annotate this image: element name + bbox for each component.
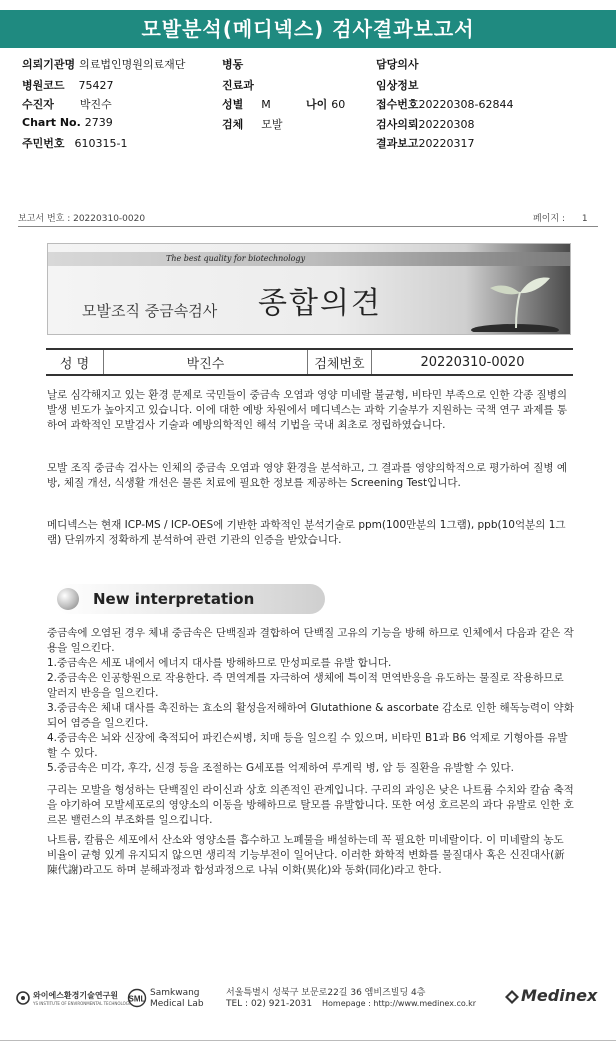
specimen-row	[222, 116, 283, 132]
page-label: 페이지 :	[533, 214, 565, 224]
divider	[18, 226, 598, 227]
chart-value: 2739	[84, 116, 113, 129]
chart-label: Chart No.	[22, 116, 81, 129]
interpretation-line: 중금속에 오염된 경우 체내 중금속은 단백질과 결합하여 단백질 고유의 기능을 방해 하므로 인체에서 다음과 같은 작용을 일으킨다.	[47, 627, 574, 654]
sex-value: M	[261, 98, 271, 111]
footer-divider	[0, 1040, 616, 1041]
org-row	[22, 56, 185, 72]
interpretation-line: 4.중금속은 뇌와 신장에 축적되어 파킨슨씨병, 치매 등을 일으킬 수 있으며, 비타민 B1과 B6 억제로 기형아를 유발할 수 있다.	[47, 732, 568, 759]
new-interpretation-header	[55, 584, 325, 614]
sex-label: 성별	[222, 98, 244, 111]
hospital-code-value: 75427	[78, 79, 114, 92]
svg-text:SML: SML	[128, 994, 146, 1004]
patient-name-table	[46, 348, 573, 376]
intro-paragraph-3: 메디넥스는 현재 ICP-MS / ICP-OES에 기반한 과학적인 분석기술로 ppm(100만분의 1그램), ppb(10억분의 1그램) 단위까지 정확하게 분석하여 관련 기관의 인증을 받았습니다.	[47, 519, 566, 546]
telephone: TEL : 02) 921-2031	[226, 999, 313, 1009]
name-label-cell	[46, 350, 104, 374]
resident-value: 610315-1	[74, 137, 128, 150]
hospital-code-row	[22, 77, 114, 93]
banner-title: 종합의견	[258, 286, 382, 321]
sex-row	[222, 96, 271, 112]
bullet-ball-icon	[57, 588, 79, 610]
interpretation-list	[47, 626, 575, 776]
org-value: 의료법인명원의료재단	[79, 58, 186, 71]
samkwang-name: Samkwang	[150, 988, 200, 998]
examinee-row	[22, 96, 112, 112]
summary-banner	[47, 243, 571, 335]
resident-label: 주민번호	[22, 137, 65, 150]
page-indicator	[533, 211, 588, 224]
dept-label: 진료과	[222, 79, 254, 92]
receipt-row	[376, 96, 513, 112]
report-title: 모발분석(메디넥스) 검사결과보고서	[141, 17, 475, 41]
ward-label: 병동	[222, 58, 244, 71]
result-label: 결과보고	[376, 137, 419, 150]
specimen-label: 검체	[222, 118, 244, 131]
interpretation-line: 5.중금속은 미각, 후각, 신경 등을 조절하는 G세포를 억제하여 루게릭 병, 암 등 질환을 유발할 수 있다.	[47, 762, 515, 774]
hospital-code-label: 병원코드	[22, 79, 65, 92]
sprout-icon	[470, 266, 560, 332]
specimen-value: 모발	[261, 118, 283, 131]
interpretation-line: 2.중금속은 인공항원으로 작용한다. 즉 면역계를 자극하여 생체에 특이적 면역반응을 유도하는 물질로 작용하므로 알러지 반응을 일으킨다.	[47, 672, 564, 699]
ys-org-name: 와이에스환경기술연구원	[33, 991, 119, 1000]
address: 서울특별시 성북구 보문로22길 36 엠비즈빌딩 4층	[226, 988, 426, 998]
dept-row	[222, 77, 258, 93]
banner-tagline: The best quality for biotechnology	[166, 254, 306, 263]
result-value: 20220317	[418, 137, 475, 150]
samkwang-sub: Medical Lab	[150, 999, 204, 1009]
banner-subtitle: 모발조직 중금속검사	[82, 302, 218, 320]
age-value: 60	[331, 98, 346, 111]
report-title-bar	[0, 10, 616, 48]
examinee-value: 박진수	[79, 98, 112, 111]
intro-paragraph-1: 날로 심각해지고 있는 환경 문제로 국민들이 중금속 오염과 영양 미네랄 불균형, 비타민 부족으로 인한 각종 질병의 발생 빈도가 높아지고 있습니다. 이에 대한 예방 차원에서 메디넥스는 과학 기술부가 지원하는 국책 연구 과제를 통하여 과학적인 모발검사 기술과 예방의학적인 해석 기법을 국내 최초로 정립하였습니다.	[47, 389, 567, 431]
name-value: 박진수	[186, 356, 225, 372]
receipt-label: 접수번호	[376, 98, 419, 111]
specimen-no-label-cell	[308, 350, 372, 374]
report-number-label: 보고서 번호 :	[18, 214, 71, 224]
result-row	[376, 135, 475, 151]
org-label: 의뢰기관명	[22, 58, 76, 71]
interpretation-line: 1.중금속은 세포 내에서 에너지 대사를 방해하므로 만성피로를 유발 합니다.	[47, 657, 392, 669]
ys-org-sub: YS INSTITUTE OF ENVIRONMENTAL TECHNOLOGY	[33, 1001, 132, 1006]
age-row	[306, 96, 345, 112]
report-number	[18, 211, 145, 224]
name-value-cell	[104, 350, 308, 374]
interpretation-line: 3.중금속은 체내 대사를 촉진하는 효소의 활성을저해하여 Glutathione & ascorbate 감소로 인한 해독능력이 약화되어 염증을 일으킨다.	[47, 702, 574, 729]
homepage: Homepage : http://www.medinex.co.kr	[322, 999, 477, 1008]
copper-paragraph: 구리는 모발을 형성하는 단백질인 라이신과 상호 의존적인 관계입니다. 구리의 과잉은 낮은 나트륨 수치와 칼슘 축적을 야기하여 모발세포로의 영양소의 이동을 방해하므로 탈모를 유발합니다. 또한 여성 호르몬의 과다 유발로 인한 호르몬 밸런스의 부조화를 일으킵니다.	[47, 784, 574, 826]
request-row	[376, 116, 475, 132]
doctor-label: 담당의사	[376, 58, 419, 71]
specimen-no-value-cell	[372, 350, 573, 374]
request-value: 20220308	[418, 118, 475, 131]
intro-paragraph-2: 모발 조직 중금속 검사는 인체의 중금속 오염과 영양 환경을 분석하고, 그 결과를 영양의학적으로 평가하여 질병 예방, 체질 개선, 식생활 개선은 물론 치료에 필요한 정보를 제공하는 Screening Test입니다.	[47, 462, 567, 489]
age-label: 나이	[306, 98, 328, 111]
chart-row	[22, 116, 113, 129]
samkwang-logo-icon	[127, 988, 147, 1008]
specimen-no-label: 검체번호	[314, 356, 365, 372]
ward-row	[222, 56, 247, 72]
clinical-label: 임상정보	[376, 79, 419, 92]
new-interpretation-heading: New interpretation	[93, 590, 255, 608]
ys-logo-icon	[15, 990, 31, 1006]
request-label: 검사의뢰	[376, 118, 419, 131]
banner-strip	[48, 252, 570, 266]
sodium-paragraph: 나트륨, 칼륨은 세포에서 산소와 영양소를 흡수하고 노폐물을 배설하는데 꼭 필요한 미네랄이다. 이 미네랄의 농도 비율이 균형 있게 유지되지 않으면 생리적 기능부전이 일어난다. 이러한 화학적 변화를 물질대사 혹은 신진대사(新陳代謝)라고도 하며 분해과정과 합성과정으로 나눠 이화(異化)와 동화(同化)라고 한다.	[47, 834, 565, 876]
medinex-logo-icon	[505, 990, 519, 1004]
report-number-value: 20220310-0020	[73, 214, 146, 224]
page-value: 1	[581, 214, 588, 224]
examinee-label: 수진자	[22, 98, 54, 111]
receipt-value: 20220308-62844	[418, 98, 514, 111]
name-label: 성 명	[59, 356, 90, 372]
medinex-brand: Medinex	[521, 986, 598, 1005]
resident-row	[22, 135, 127, 151]
clinical-row	[376, 77, 423, 93]
specimen-no-value: 20220310-0020	[420, 354, 525, 370]
doctor-row	[376, 56, 423, 72]
